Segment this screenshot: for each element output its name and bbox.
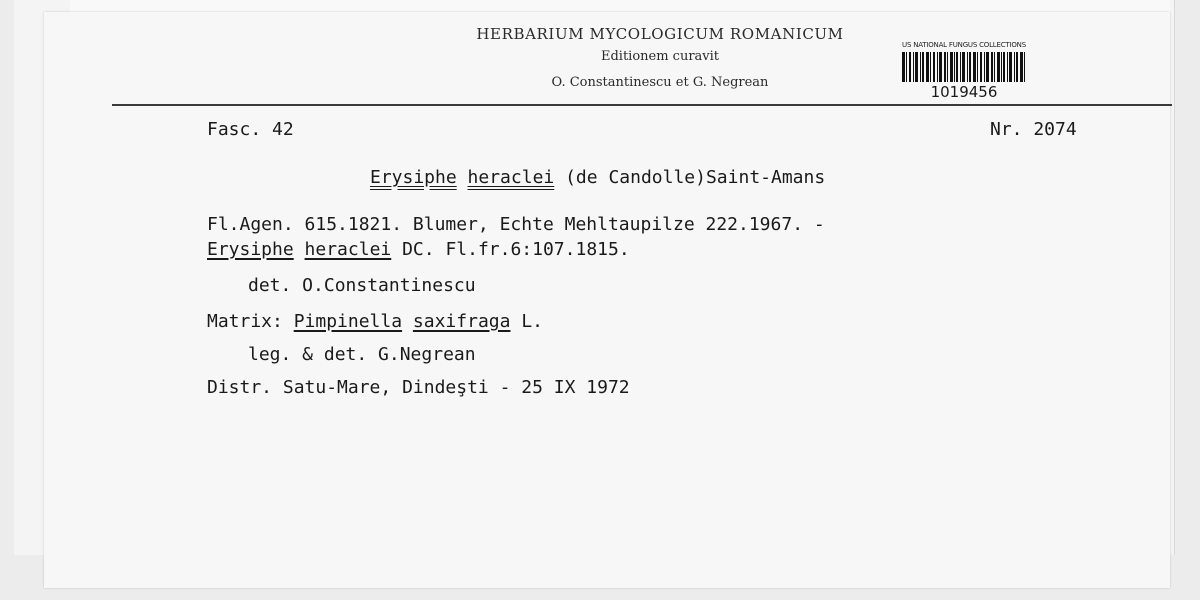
- matrix-line: [207, 310, 543, 334]
- synonym-reference: DC. Fl.fr.6:107.1815.: [402, 239, 630, 260]
- header-divider: [112, 104, 1172, 106]
- synonym-species: heraclei: [304, 239, 392, 260]
- citation-line: Fl.Agen. 615.1821. Blumer, Echte Mehltaupilze 222.1967. -: [207, 214, 825, 235]
- locality-line: Distr. Satu-Mare, Dindeşti - 25 IX 1972: [207, 377, 630, 398]
- taxon-author: (de Candolle)Saint-Amans: [565, 167, 826, 188]
- synonym-line: [207, 238, 630, 262]
- determiner-line: det. O.Constantinescu: [248, 275, 476, 296]
- fascicle-number: Fasc. 42: [207, 119, 294, 140]
- host-species: saxifraga: [412, 311, 511, 332]
- taxon-genus: Erysiphe: [370, 167, 457, 188]
- label-header: [420, 22, 900, 98]
- barcode-label: [894, 40, 1034, 102]
- editors-line: O. Constantinescu et G. Negrean: [551, 75, 769, 90]
- synonym-genus: Erysiphe: [207, 239, 294, 260]
- collector-line: leg. & det. G.Negrean: [248, 344, 476, 365]
- host-author: L.: [521, 311, 543, 332]
- host-genus: Pimpinella: [293, 311, 403, 332]
- edited-by-line: Editionem curavit: [600, 49, 720, 64]
- specimen-number: Nr. 2074: [990, 119, 1077, 140]
- barcode-caption: US NATIONAL FUNGUS COLLECTIONS: [902, 41, 1026, 49]
- taxon-species: heraclei: [467, 167, 555, 188]
- matrix-label: Matrix:: [207, 311, 283, 332]
- herbarium-title: HERBARIUM MYCOLOGICUM ROMANICUM: [476, 25, 844, 43]
- taxon-name: [370, 166, 825, 190]
- barcode-icon: [898, 51, 1030, 83]
- barcode-number: 1019456: [930, 83, 998, 101]
